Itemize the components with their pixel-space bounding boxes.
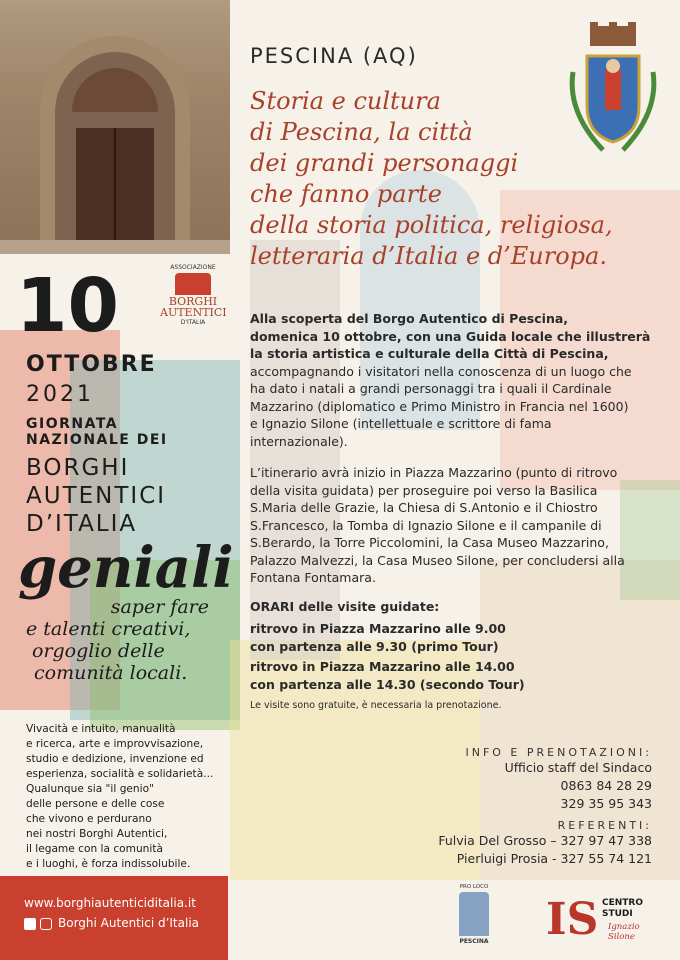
church-portal-photo (0, 0, 230, 254)
social-name[interactable]: Borghi Autentici d’Italia (58, 916, 200, 930)
instagram-icon[interactable] (40, 918, 52, 930)
headline: Storia e cultura di Pescina, la città dei grandi personaggi che fanno parte della storia politica, religiosa, letteraria d’Italia e d’Europa. (250, 87, 613, 270)
castle-icon (175, 273, 211, 295)
proloco-logo: PRO LOCO PESCINA (459, 884, 489, 945)
borghi-autentici-logo: ASSOCIAZIONE BORGHI AUTENTICI D'ITALIA (160, 264, 227, 326)
website-link[interactable]: www.borghiautenticiditalia.it (24, 896, 196, 910)
giornata-title: GIORNATA NAZIONALE DEI (26, 416, 168, 448)
geniali-subtitle: saper fare e talenti creativi, orgoglio delle comunità locali. (26, 596, 209, 684)
manifesto-text: Vivacità e intuito, manualità e ricerca, arte e improvvisazione, studio e dedizione, invenzione ed esperienza, socialità e solidarietà... Qualunque sia "il genio" delle persone e delle cose che vivono e perdurano nei nostri Borghi Autentici, il legame con la comunità e i luoghi, è forza indissolubile. (26, 723, 214, 870)
schedule-note: Le visite sono gratuite, è necessaria la prenotazione. (250, 700, 502, 711)
itinerary-paragraph: L’itinerario avrà inizio in Piazza Mazzarino (punto di ritrovo della visita guidata) per proseguire poi verso la Basilica S.Maria delle Grazie, la Chiesa di S.Antonio e il Chiostro S.Francesco, la Tomba di Ignazio Silone e il campanile di S.Berardo, la Torre Piccolomini, la Casa Museo Mazzarino, Palazzo Malvezzi, la Casa Museo Silone, per concludersi alla Fontana Fontamara. (250, 465, 625, 585)
facebook-icon[interactable] (24, 918, 36, 930)
schedule-title: ORARI delle visite guidate: (250, 599, 440, 614)
location-title: PESCINA (AQ) (250, 44, 418, 68)
info-block: INFO E PRENOTAZIONI: Ufficio staff del Sindaco 0863 84 28 29 329 35 95 343 REFERENTI: Fulvia Del Grosso – 327 97 47 338 Pierluigi Prosia - 327 55 74 121 (438, 746, 652, 866)
pescina-coat-of-arms (565, 22, 660, 162)
proloco-icon (459, 892, 489, 936)
centro-studi-logo: IS CENTRO STUDI Ignazio Silone (546, 894, 644, 945)
event-month: OTTOBRE (26, 352, 157, 377)
is-monogram-icon: IS (546, 894, 599, 945)
borghi-title: BORGHI AUTENTICI D’ITALIA (26, 455, 167, 537)
geniali-title: geniali (18, 535, 234, 601)
schedule-list: ritrovo in Piazza Mazzarino alle 9.00 con partenza alle 9.30 (primo Tour) ritrovo in Piazza Mazzarino alle 14.00 con partenza alle 14.30 (secondo Tour) (250, 621, 525, 692)
event-year: 2021 (26, 382, 94, 407)
bg-shape-gray-tower (250, 240, 340, 660)
event-day: 10 (16, 263, 119, 349)
intro-paragraph: Alla scoperta del Borgo Autentico di Pescina, domenica 10 ottobre, con una Guida locale che illustrerà la storia artistica e culturale della Città di Pescina, accompagnando i visitatori nella conoscenza di un luogo che ha dato i natali a grandi personaggi tra i quali il Cardinale Mazzarino (diplomatico e Primo Ministro in Francia nel 1600) e Ignazio Silone (intellettuale e scrittore di fama internazionale). (250, 311, 651, 449)
